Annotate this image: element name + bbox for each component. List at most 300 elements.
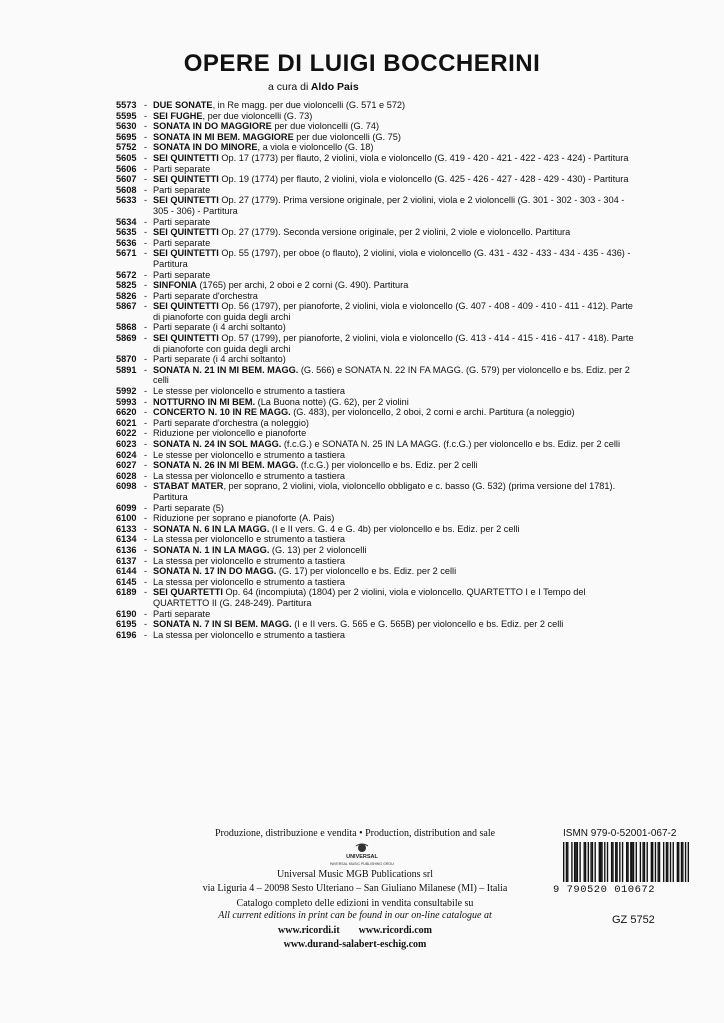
svg-text:UNIVERSAL MUSIC PUBLISHING GRO: UNIVERSAL MUSIC PUBLISHING GROUP (330, 862, 394, 866)
catalog-description (153, 577, 636, 588)
work-title: SONATA N. 1 IN LA MAGG. (153, 544, 270, 555)
catalog-description (153, 227, 636, 238)
separator: - (144, 576, 148, 587)
catalog-entry (116, 365, 636, 386)
editor-name: Aldo Pais (310, 81, 359, 93)
catalog-entry (116, 280, 636, 291)
barcode-bar (651, 842, 652, 882)
barcode-bar (659, 842, 660, 882)
catalog-description (153, 587, 636, 608)
catalog-number: 6027 (116, 460, 137, 471)
catalog-number: 6098 (116, 481, 137, 492)
catalog-description (153, 185, 636, 196)
catalog-description (153, 545, 636, 556)
catalog-entry (116, 270, 636, 281)
catalog-description (153, 174, 636, 185)
catalog-description (153, 386, 636, 397)
separator: - (144, 152, 148, 163)
barcode-bar (666, 842, 667, 882)
work-details: Parti separate (5) (153, 502, 224, 513)
work-details: La stessa per violoncello e strumento a tastiera (153, 534, 346, 545)
work-title: SEI QUINTETTI (153, 248, 219, 259)
barcode-bar (611, 842, 612, 882)
catalog-number: 5826 (116, 290, 137, 301)
work-title: DUE SONATE (153, 100, 213, 110)
catalog-entry (116, 503, 636, 514)
work-title: SONATA N. 7 IN SI BEM. MAGG. (153, 619, 292, 630)
separator: - (144, 417, 148, 428)
editor-label: a cura di (268, 81, 309, 93)
catalog-number: 6028 (116, 470, 137, 481)
catalog-entry (116, 291, 636, 302)
barcode-bar (681, 842, 682, 882)
work-details: (1765) per archi, 2 oboi e 2 corni (G. 490). Partitura (196, 280, 409, 291)
work-details: Parti separate (153, 216, 211, 227)
work-details: (I e II vers. G. 565 e G. 565B) per violoncello e bs. Ediz. per 2 celli (291, 619, 564, 630)
catalog-description (153, 354, 636, 365)
barcode-bar (622, 842, 623, 882)
barcode-bar (631, 842, 632, 882)
separator: - (144, 470, 148, 481)
work-details: Parti separate (153, 269, 211, 280)
catalog-description (153, 121, 636, 132)
catalog-description (153, 534, 636, 545)
catalog-description (153, 238, 636, 249)
work-details: (G. 483), per violoncello, 2 oboi, 2 corni e archi. Partitura (a noleggio) (290, 407, 575, 418)
editor-credit (268, 81, 359, 93)
catalog-entry (116, 397, 636, 408)
separator: - (144, 608, 148, 619)
barcode-bar (577, 842, 578, 882)
barcode-bar (626, 842, 627, 882)
catalog-number: 6023 (116, 439, 137, 449)
footer-urls (190, 925, 520, 936)
catalog-number: 6134 (116, 534, 137, 545)
catalog-entry (116, 354, 636, 365)
catalog-number: 5605 (116, 152, 137, 163)
barcode-bar (627, 842, 628, 882)
work-details: (I e II vers. G. 4 e G. 4b) per violoncello e bs. Ediz. per 2 celli (269, 523, 520, 534)
separator: - (144, 195, 148, 206)
separator: - (144, 290, 148, 301)
catalog-number: 6196 (116, 629, 137, 640)
barcode-bar (601, 842, 602, 882)
separator: - (144, 364, 148, 375)
catalog-description (153, 524, 636, 535)
separator: - (144, 184, 148, 195)
footer-company: Universal Music MGB Publications srl (276, 869, 434, 880)
work-title: SONATA IN DO MAGGIORE (153, 121, 272, 132)
catalog-description (153, 513, 636, 524)
separator: - (144, 566, 148, 577)
separator: - (144, 439, 148, 449)
universal-logo (330, 843, 394, 872)
barcode-bar (673, 842, 674, 882)
barcode-bar (655, 842, 656, 882)
svg-text:UNIVERSAL: UNIVERSAL (346, 854, 378, 860)
catalog-entry (116, 195, 636, 216)
catalog-description (153, 566, 636, 577)
separator: - (144, 322, 148, 333)
catalog-description (153, 248, 636, 269)
barcode-bar (563, 842, 564, 882)
catalog-entry (116, 322, 636, 333)
footer-catalog-it: Catalogo completo delle edizioni in vendita consultabile su (236, 898, 474, 909)
separator: - (144, 534, 148, 545)
work-title: SONATA IN MI BEM. MAGGIORE (153, 131, 294, 142)
separator: - (144, 481, 148, 492)
work-details: Le stesse per violoncello e strumento a tastiera (153, 449, 346, 460)
barcode-bar (677, 842, 678, 882)
work-details: Parti separate d'orchestra (153, 290, 258, 301)
catalog-description (153, 407, 636, 418)
work-details: Riduzione per soprano e pianoforte (A. Pais) (153, 513, 335, 524)
catalog-description (153, 301, 636, 322)
work-title: SINFONIA (153, 280, 197, 291)
separator: - (144, 407, 148, 418)
work-details: Op. 56 (1797), per pianoforte, 2 violini, viola e violoncello (G. 407 - 408 - 409 - 410 - 411 - 412). Parte di pianoforte con guida degli archi (153, 301, 633, 322)
work-details: , per due violoncelli (G. 73) (202, 110, 313, 121)
catalog-number: 5752 (116, 142, 137, 153)
work-title: SEI QUINTETTI (153, 152, 219, 163)
catalog-entry (116, 333, 636, 354)
barcode-bar (607, 842, 608, 882)
separator: - (144, 396, 148, 407)
url-durand[interactable]: www.durand-salabert-eschig.com (283, 939, 427, 950)
work-details: (f.c.G.) per violoncello e bs. Ediz. per 2 celli (298, 460, 478, 471)
barcode-bar (688, 842, 689, 882)
footer-distribution: Produzione, distribuzione e vendita • Production, distribution and sale (214, 828, 496, 839)
separator: - (144, 460, 148, 471)
catalog-number: 6024 (116, 449, 137, 460)
work-details: Op. 57 (1799), per pianoforte, 2 violini, viola e violoncello (G. 413 - 414 - 415 - 416 - 417 - 418). Parte di pianoforte con guida degli archi (153, 333, 634, 354)
barcode-bar (592, 842, 593, 882)
work-title: SONATA N. 21 IN MI BEM. MAGG. (153, 364, 299, 375)
barcode-bar (612, 842, 613, 882)
catalog-entry (116, 556, 636, 567)
catalog-entry (116, 428, 636, 439)
work-details: Parti separate d'orchestra (a noleggio) (153, 417, 309, 428)
catalog-description (153, 322, 636, 333)
catalog-number: 5870 (116, 354, 137, 365)
separator: - (144, 110, 148, 121)
catalog-number: 6195 (116, 619, 137, 630)
catalog-number: 5633 (116, 195, 137, 206)
catalog-number: 5573 (116, 100, 137, 110)
barcode-bar (590, 842, 591, 882)
catalog-description (153, 418, 636, 429)
catalog-description (153, 291, 636, 302)
work-details: per due violoncelli (G. 75) (293, 131, 401, 142)
separator: - (144, 587, 148, 598)
work-details: Parti separate (i 4 archi soltanto) (153, 354, 286, 365)
separator: - (144, 502, 148, 513)
catalog-number: 6099 (116, 502, 137, 513)
separator: - (144, 121, 148, 132)
work-details: Parti separate (i 4 archi soltanto) (153, 322, 286, 333)
catalogue-code: GZ 5752 (612, 914, 655, 926)
url-ricordi-com[interactable]: www.ricordi.com (358, 925, 432, 936)
catalog-description (153, 439, 636, 450)
catalog-description (153, 333, 636, 354)
work-details: Parti separate (153, 237, 211, 248)
separator: - (144, 216, 148, 227)
catalog-number: 5867 (116, 301, 137, 312)
separator: - (144, 100, 148, 110)
catalog-entry (116, 460, 636, 471)
barcode-bar (658, 842, 659, 882)
catalog-number: 5630 (116, 121, 137, 132)
separator: - (144, 513, 148, 524)
catalog-number: 5869 (116, 333, 137, 344)
work-title: SONATA N. 6 IN LA MAGG. (153, 523, 270, 534)
catalog-entry (116, 566, 636, 577)
separator: - (144, 629, 148, 640)
catalog-description (153, 217, 636, 228)
barcode-bar (670, 842, 671, 882)
catalog-entry (116, 111, 636, 122)
catalog-number: 6189 (116, 587, 137, 598)
catalog-description (153, 365, 636, 386)
catalog-description (153, 164, 636, 175)
barcode-bar (574, 842, 575, 882)
work-title: SONATA N. 17 IN DO MAGG. (153, 566, 277, 577)
catalog-number: 5607 (116, 174, 137, 185)
barcode-bar (640, 842, 641, 882)
catalog-number: 6145 (116, 576, 137, 587)
barcode-bar (616, 842, 617, 882)
catalog-number: 6620 (116, 407, 137, 418)
work-title: SEI QUINTETTI (153, 333, 219, 344)
work-title: SEI QUINTETTI (153, 301, 219, 312)
work-details: , a viola e violoncello (G. 18) (257, 142, 374, 153)
catalog-entry (116, 619, 636, 630)
barcode-bar (667, 842, 668, 882)
page-title: OPERE DI LUIGI BOCCHERINI (183, 50, 541, 77)
work-details: Op. 19 (1774) per flauto, 2 violini, viola e violoncello (G. 425 - 426 - 427 - 428 - 429 - 430) - Partitura (218, 174, 629, 185)
barcode-bar (663, 842, 664, 882)
work-details: La stessa per violoncello e strumento a tastiera (153, 555, 346, 566)
barcode-bar (644, 842, 645, 882)
work-details: , in Re magg. per due violoncelli (G. 571 e 572) (212, 100, 406, 110)
work-title: SEI QUARTETTI (153, 587, 223, 598)
work-details: La stessa per violoncello e strumento a tastiera (153, 576, 346, 587)
work-details: Op. 27 (1779). Seconda versione originale, per 2 violini, 2 viole e violoncello. Partitura (218, 227, 571, 238)
work-title: STABAT MATER (153, 481, 224, 492)
barcode-bar (566, 842, 567, 882)
barcode-bar (647, 842, 648, 882)
catalog-description (153, 428, 636, 439)
separator: - (144, 354, 148, 365)
catalog-number: 6022 (116, 428, 137, 439)
catalog-entry (116, 185, 636, 196)
separator: - (144, 428, 148, 439)
catalog-entry (116, 301, 636, 322)
catalog-number: 5993 (116, 396, 137, 407)
catalog-description (153, 195, 636, 216)
work-details: Parti separate (153, 163, 211, 174)
barcode-bar (652, 842, 653, 882)
catalog-number: 6137 (116, 555, 137, 566)
barcode-bar (571, 842, 572, 882)
separator: - (144, 449, 148, 460)
separator: - (144, 544, 148, 555)
catalog-description (153, 111, 636, 122)
work-details: (G. 566) e SONATA N. 22 IN FA MAGG. (G. 579) per violoncello e bs. Ediz. per 2 celli (153, 364, 630, 386)
catalog-entry (116, 248, 636, 269)
catalog-description (153, 471, 636, 482)
catalog-entry (116, 439, 636, 450)
work-details: (La Buona notte) (G. 62), per 2 violini (255, 396, 409, 407)
separator: - (144, 301, 148, 312)
barcode-bar (585, 842, 586, 882)
work-details: La stessa per violoncello e strumento a tastiera (153, 629, 346, 640)
barcode-bar (685, 842, 686, 882)
catalog-entry (116, 524, 636, 535)
catalog-entry (116, 450, 636, 461)
catalog-entry (116, 164, 636, 175)
catalog-entry (116, 153, 636, 164)
barcode-bar (575, 842, 576, 882)
catalog-description (153, 556, 636, 567)
catalog-number: 6021 (116, 417, 137, 428)
catalog-description (153, 397, 636, 408)
catalog-number: 6100 (116, 513, 137, 524)
ismn-code: ISMN 979-0-52001-067-2 (563, 828, 677, 839)
work-details: Op. 27 (1779). Prima versione originale, per 2 violini, viola e 2 violoncelli (G. 301 - 302 - 303 - 304 - 305 - 306) - Partitura (153, 195, 625, 216)
work-details: (G. 13) per 2 violoncelli (269, 544, 367, 555)
catalog-description (153, 153, 636, 164)
work-details: (f.c.G.) e SONATA N. 25 IN LA MAGG. (f.c.G.) per violoncello e bs. Ediz. per 2 celli (281, 439, 620, 449)
separator: - (144, 386, 148, 397)
catalog-entry (116, 609, 636, 620)
barcode-bar (678, 842, 679, 882)
catalog-description (153, 609, 636, 620)
separator: - (144, 227, 148, 238)
barcode-bar (599, 842, 600, 882)
catalog-entry (116, 577, 636, 588)
work-title: SEI FUGHE (153, 110, 203, 121)
work-title: SEI QUINTETTI (153, 174, 219, 185)
catalog-number: 5992 (116, 386, 137, 397)
catalog-description (153, 619, 636, 630)
separator: - (144, 269, 148, 280)
separator: - (144, 280, 148, 291)
catalog-description (153, 460, 636, 471)
work-title: SONATA N. 24 IN SOL MAGG. (153, 439, 282, 449)
separator: - (144, 174, 148, 185)
barcode-digits: 9 790520 010672 (553, 884, 656, 896)
work-details: , per soprano, 2 violini, viola, violoncello obbligato e c. basso (G. 532) (prima versione del 1781). Partitura (153, 481, 616, 502)
catalog-entry (116, 174, 636, 185)
catalog-number: 6144 (116, 566, 137, 577)
catalog-description (153, 270, 636, 281)
catalog-number: 5671 (116, 248, 137, 259)
separator: - (144, 523, 148, 534)
catalog-entry (116, 418, 636, 429)
catalog-number: 5635 (116, 227, 137, 238)
work-title: SEI QUINTETTI (153, 227, 219, 238)
catalog-number: 5868 (116, 322, 137, 333)
catalog-description (153, 100, 636, 111)
catalog-number: 5891 (116, 364, 137, 375)
work-details: Op. 17 (1773) per flauto, 2 violini, viola e violoncello (G. 419 - 420 - 421 - 422 - 423 - 424) - Partitura (218, 152, 629, 163)
separator: - (144, 555, 148, 566)
catalog-number: 5825 (116, 280, 137, 291)
catalog-entry (116, 471, 636, 482)
barcode-bar (682, 842, 683, 882)
catalog-entry (116, 481, 636, 502)
barcode-bar (636, 842, 637, 882)
catalog-entry (116, 227, 636, 238)
universal-globe-icon (330, 843, 394, 867)
catalog-entry (116, 630, 636, 641)
barcode-bar (567, 842, 568, 882)
separator: - (144, 237, 148, 248)
catalog-number: 5672 (116, 269, 137, 280)
barcode-bar (615, 842, 616, 882)
work-title: SEI QUINTETTI (153, 195, 219, 206)
catalog-entry (116, 121, 636, 132)
work-details: La stessa per violoncello e strumento a tastiera (153, 470, 346, 481)
separator: - (144, 248, 148, 259)
catalog-description (153, 630, 636, 641)
catalog-entry (116, 217, 636, 228)
barcode (563, 842, 689, 882)
catalog-number: 5634 (116, 216, 137, 227)
separator: - (144, 131, 148, 142)
work-details: Riduzione per violoncello e pianoforte (153, 428, 307, 439)
barcode-bar (619, 842, 620, 882)
catalog-entry (116, 534, 636, 545)
work-title: CONCERTO N. 10 IN RE MAGG. (153, 407, 291, 418)
work-details: Parti separate (153, 608, 211, 619)
catalog-description (153, 142, 636, 153)
catalog-description (153, 450, 636, 461)
work-details: (G. 17) per violoncello e bs. Ediz. per 2 celli (276, 566, 457, 577)
catalog-description (153, 280, 636, 291)
catalog-description (153, 503, 636, 514)
catalog-number: 5695 (116, 131, 137, 142)
catalog-entry (116, 100, 636, 111)
work-details: Le stesse per violoncello e strumento a tastiera (153, 386, 346, 397)
barcode-bar (584, 842, 585, 882)
catalog-entry (116, 142, 636, 153)
barcode-bar (630, 842, 631, 882)
catalog-list (116, 100, 636, 640)
work-title: NOTTURNO IN MI BEM. (153, 396, 256, 407)
barcode-bar (579, 842, 580, 882)
separator: - (144, 333, 148, 344)
catalog-entry (116, 513, 636, 524)
catalog-number: 6136 (116, 544, 137, 555)
barcode-bar (595, 842, 596, 882)
catalog-description (153, 132, 636, 143)
catalog-number: 5636 (116, 237, 137, 248)
work-title: SONATA N. 26 IN MI BEM. MAGG. (153, 460, 299, 471)
separator: - (144, 142, 148, 153)
barcode-bar (633, 842, 634, 882)
footer-address: via Liguria 4 – 20098 Sesto Ulteriano – San Giuliano Milanese (MI) – Italia (202, 883, 508, 894)
catalog-entry (116, 132, 636, 143)
separator: - (144, 163, 148, 174)
work-details: Parti separate (153, 184, 211, 195)
barcode-bar (642, 842, 643, 882)
url-ricordi-it[interactable]: www.ricordi.it (278, 925, 340, 936)
catalog-entry (116, 587, 636, 608)
catalog-description (153, 481, 636, 502)
footer-catalog-en: All current editions in print can be found in our on-line catalogue at (218, 910, 492, 921)
